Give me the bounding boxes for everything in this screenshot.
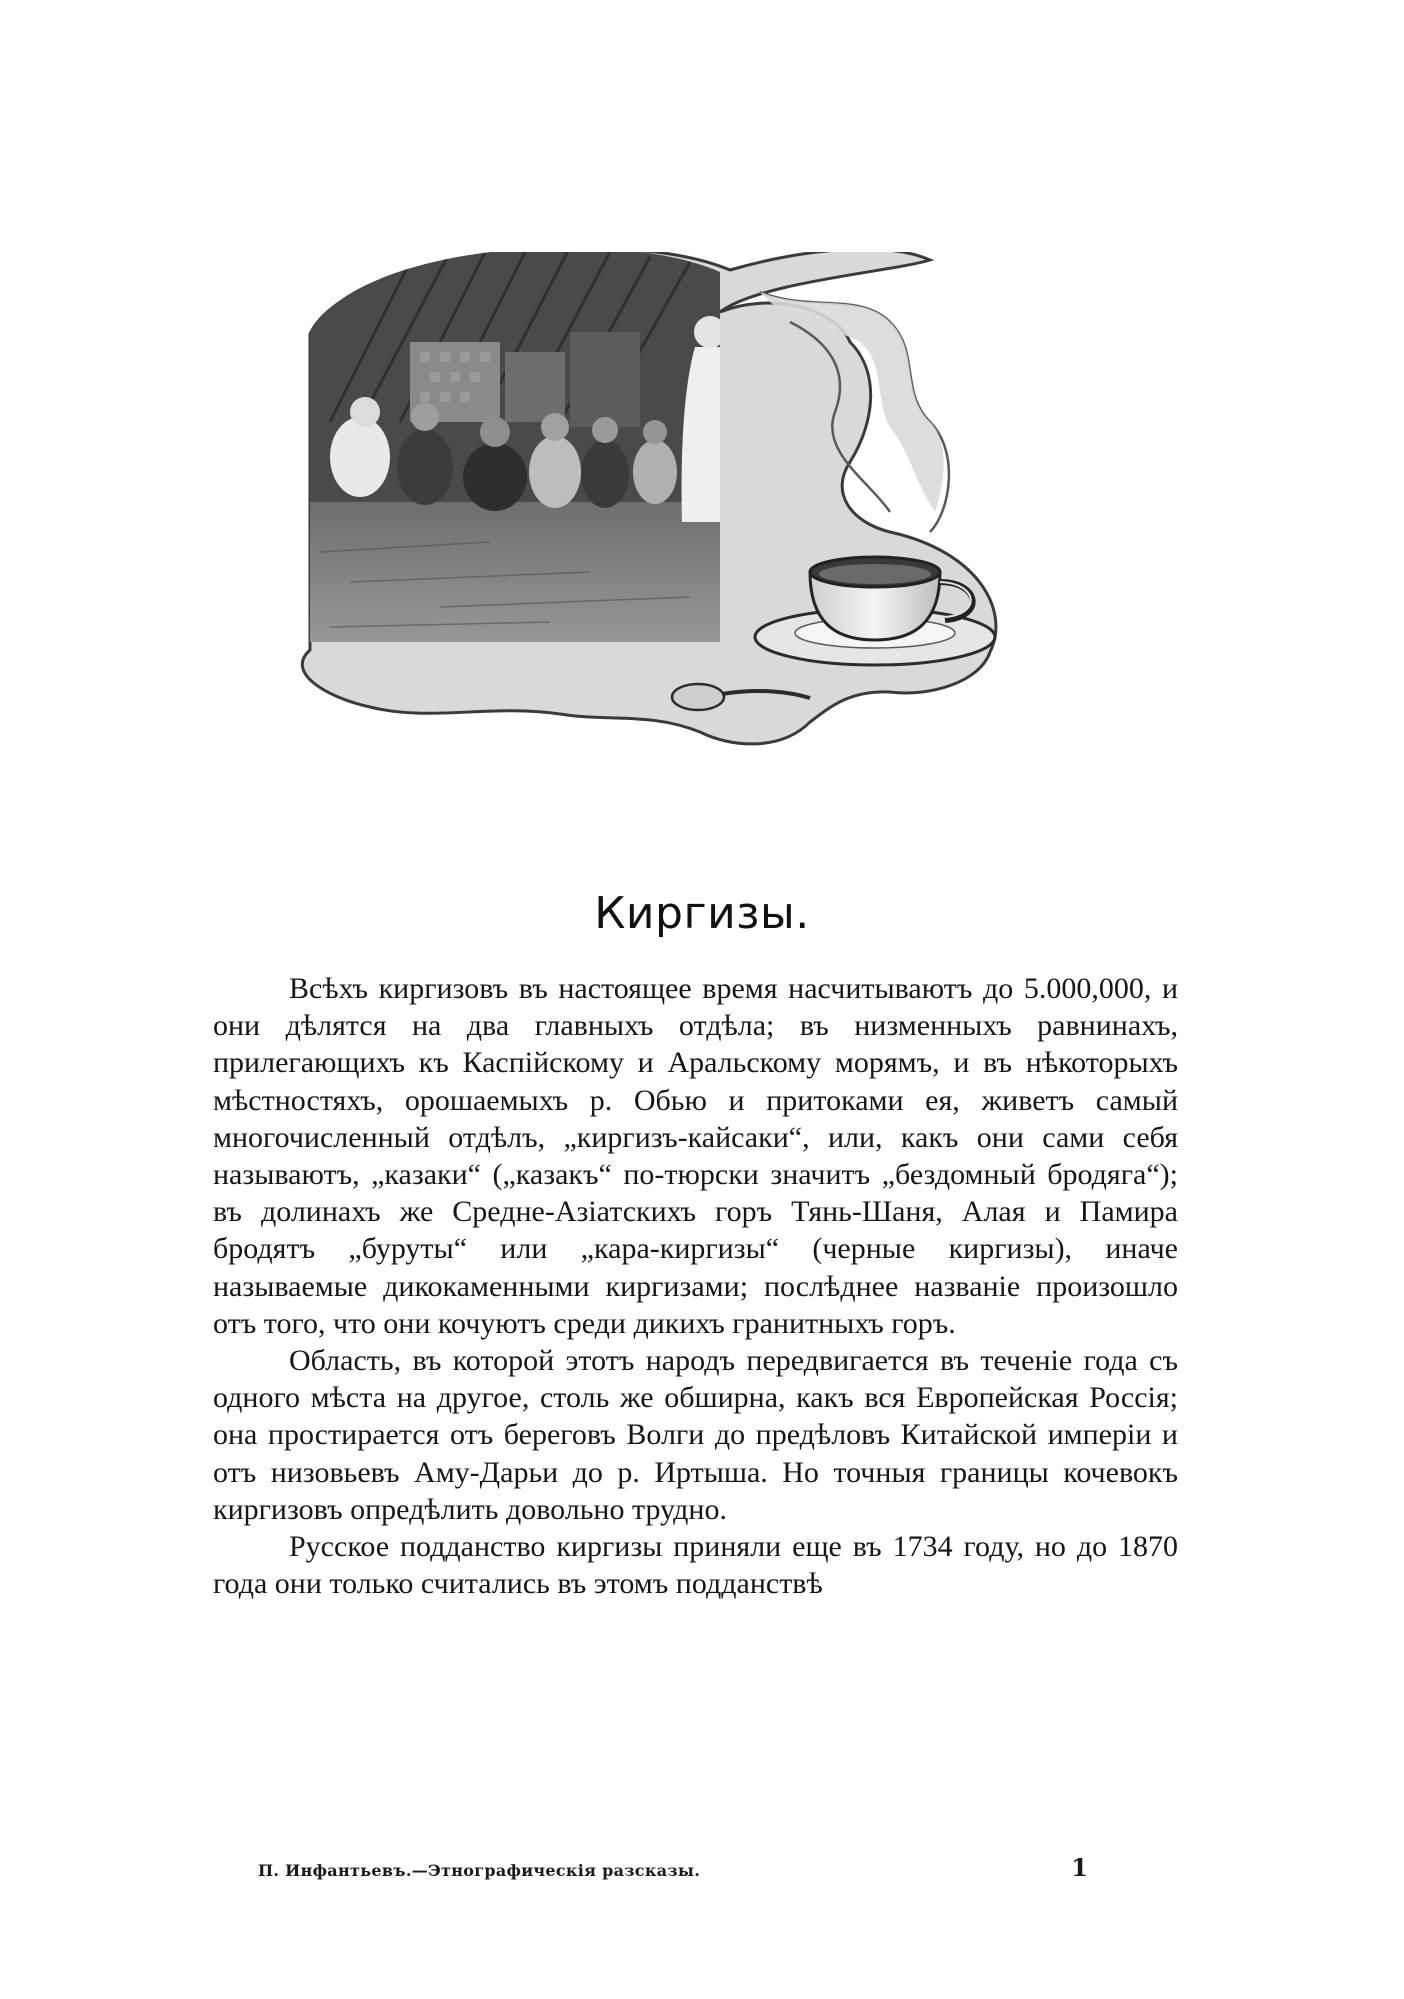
- paragraph: Русское подданство киргизы приняли еще въ 1734 году, но до 1870 года они только считались въ этомъ подданствѣ: [213, 1530, 1178, 1601]
- paragraph: Всѣхъ киргизовъ въ настоящее время насчитываютъ до 5.000,000, и они дѣлятся на два главныхъ отдѣла; въ низменныхъ равнинахъ, прилегающихъ къ Каспійскому и Аральскому морямъ, и въ нѣкоторыхъ мѣстностяхъ, орошаемыхъ р. Обью и притоками ея, живетъ самый многочисленный отдѣлъ, „киргизъ-кайсаки“, или, какъ они сами себя называютъ, „казаки“ („казакъ“ по-тюрски значитъ „бездомный бродяга“); въ долинахъ же Средне-Азіатскихъ горъ Тянь-Шаня, Алая и Памира бродятъ „буруты“ или „кара-киргизы“ (черные киргизы), иначе называемые дикокаменными киргизами; послѣднее названіе произошло отъ того, что они кочуютъ среди дикихъ гранитныхъ горъ.: [213, 972, 1178, 1340]
- article-body: [213, 970, 1178, 1602]
- yurt-tea-illustration: [290, 252, 1110, 812]
- paragraph: Область, въ которой этотъ народъ передвигается въ теченіе года съ одного мѣста на другое, столь же обширна, какъ вся Европейская Россія; она простирается отъ береговъ Волги до предѣловъ Китайской имперіи и отъ низовьевъ Аму-Дарьи до р. Иртыша. Но точныя границы кочевокъ киргизовъ опредѣлить довольно трудно.: [213, 1344, 1178, 1526]
- page-number: 1: [1071, 1853, 1088, 1882]
- page-footer: [258, 1853, 1088, 1882]
- footer-credit: П. Инфантьевъ.—Этнографическія разсказы.: [258, 1861, 701, 1880]
- chapter-title: Киргизы.: [594, 888, 810, 939]
- yurt-interior-photo-vignette-icon: [290, 252, 1110, 812]
